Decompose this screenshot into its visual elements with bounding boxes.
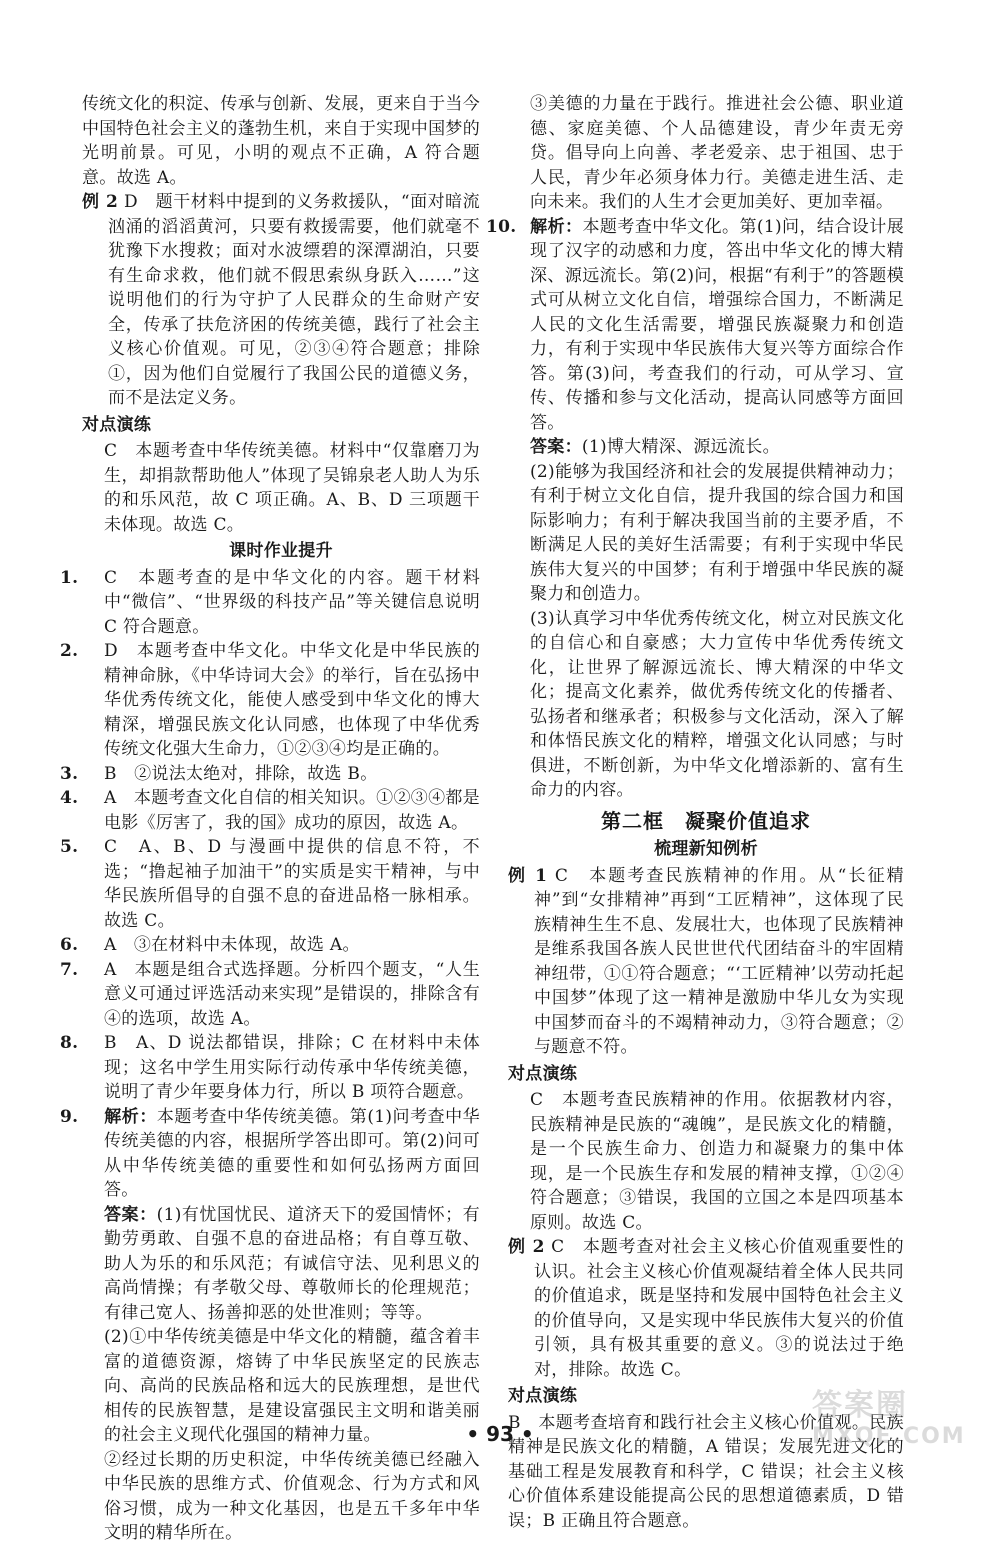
item-number: 10.	[486, 216, 517, 237]
item-number: 1.	[60, 567, 79, 588]
answer-item-8	[60, 1031, 480, 1105]
item-text: B ②说法太绝对，排除，故选 B。	[104, 763, 378, 784]
right-continuation-paragraph: ③美德的力量在于践行。推进社会公德、职业道德、家庭美德、个人品德建设，青少年责无旁贷。倡导向上向善、孝老爱亲、忠于祖国、忠于人民，青少年必须身体力行。美德走进生活、走向未来。我们的人生才会更加美好、更加幸福。	[530, 94, 904, 212]
watermark-bottom-text: MXQE.COM	[812, 1424, 966, 1449]
analysis-label: 解析：	[530, 216, 583, 237]
item-text: C 本题考查的是中华文化的内容。题干材料中“微信”、“世界级的科技产品”等关键信息说明 C 符合题意。	[104, 567, 480, 637]
left-example-2	[82, 190, 480, 411]
answer-text: (1)有忧国忧民、道济天下的爱国情怀；有勤劳勇敢、自强不息的奋进品格；有自尊互敬、助人为乐的和乐风范；有诚信守法、见利思义的高尚情操；有孝敬父母、尊敬师长的伦理规范；有律己宽人、扬善抑恶的处世准则；等等。	[104, 1204, 480, 1323]
right-example-1	[508, 864, 904, 1060]
answer-item-6	[60, 933, 480, 958]
answer-10-part-1	[508, 435, 904, 460]
item-number: 9.	[60, 1106, 79, 1127]
answer-item-5	[60, 835, 480, 933]
analysis-text: 本题考查中华文化。第(1)问，结合设计展现了汉字的动感和力度，答出中华文化的博大精深、源远流长。第(2)问，根据“有利于”的答题模式可从树立文化自信，增强综合国力，不断满足人民的文化生活需要，增强民族凝聚力和创造力，有利于实现中华民族伟大复兴等方面综合作答。第(3)问，考查我们的行动，可从学习、宣传、传播和参与文化活动，提高认同感等方面回答。	[530, 216, 904, 433]
item-text: A 本题考查文化自信的相关知识。①②③④都是电影《厉害了，我的国》成功的原因，故选 A。	[104, 788, 480, 833]
item-number: 3.	[60, 763, 79, 784]
example-text: D 题干材料中提到的义务救援队，“面对暗流汹涌的滔滔黄河，只要有救援需要，他们就毫不犹豫下水搜救；面对水波缥碧的深潭湖泊，只要有生命求救，他们就不假思索纵身跃入……”这说明他们的行为守护了人民群众的生命财产安全，传承了扶危济困的传统美德，践行了社会主义核心价值观。可见，②③④符合题意；排除①，因为他们自觉履行了我国公民的道德义务，而不是法定义务。	[108, 192, 480, 408]
item-number: 7.	[60, 959, 79, 980]
answer-item-7	[60, 958, 480, 1032]
example-text: C 本题考查对社会主义核心价值观重要性的认识。社会主义核心价值观凝结着全体人民共同的价值追求，既是坚持和发展中国特色社会主义的价值导向，又是实现中华民族伟大复兴的价值引领，具有极其重要的意义。③的说法过于绝对，排除。故选 C。	[534, 1237, 904, 1380]
left-column	[60, 92, 480, 1546]
answer-10-part-3: (3)认真学习中华优秀传统文化，树立对民族文化的自信心和自豪感；大力宣传中华优秀传统文化，让世界了解源远流长、博大精深的中华文化；提高文化素养，做优秀传统文化的传播者、弘扬者和继承者；积极参与文化活动，深入了解和体悟民族文化的精粹，增强文化认同感；与时俱进，不断创新，为中华文化增添新的、富有生命力的内容。	[530, 608, 904, 800]
section-title: 第二框 凝聚价值追求	[601, 808, 811, 833]
analysis-label: 解析：	[104, 1106, 157, 1127]
drill-heading: 对点演练	[508, 1063, 578, 1084]
answer-item-9	[60, 1105, 480, 1203]
example-label: 例 2	[508, 1237, 545, 1257]
answer-label: 答案：	[104, 1204, 157, 1225]
analysis-text: 本题考查中华传统美德。第(1)问考查中华传统美德的内容，根据所学答出即可。第(2)问可从中华传统美德的重要性和如何弘扬两方面回答。	[104, 1106, 480, 1200]
sub-heading: 梳理新知例析	[654, 839, 758, 859]
drill-text: B 本题考查培育和践行社会主义核心价值观。民族精神是民族文化的精髓，A 错误；发展先进文化的基础工程是发展教育和科学，C 错误；社会主义核心价值体系建设能提高公民的思想道德素质，D 错误；B 正确且符合题意。	[508, 1412, 904, 1531]
page-number: • 93 •	[466, 1422, 534, 1446]
item-number: 4.	[60, 788, 79, 808]
answer-item-1	[60, 566, 480, 640]
item-text: C A、B、D 与漫画中提供的信息不符，不选；“撸起袖子加油干”的实质是实干精神，与中华民族所倡导的自强不息的奋进品格一脉相承。故选 C。	[104, 837, 480, 931]
item-number: 6.	[60, 935, 79, 955]
item-text: A ③在材料中未体现，故选 A。	[104, 935, 360, 955]
example-text: C 本题考查民族精神的作用。从“长征精神”到“女排精神”再到“工匠精神”，这体现了民族精神生生不息、发展壮大，也体现了民族精神是维系我国各族人民世世代代团结奋斗的牢固精神纽带，①①符合题意；“‘工匠精神’以劳动托起中国梦”体现了这一精神是激励中华儿女为实现中国梦而奋斗的不竭精神动力，③符合题意；②与题意不符。	[534, 865, 904, 1057]
watermark-top-text: 答案圈	[812, 1388, 908, 1423]
item-number: 2.	[60, 641, 79, 661]
example-label: 例 2	[82, 192, 119, 212]
drill-heading: 对点演练	[82, 414, 152, 435]
watermark-logo	[812, 1380, 992, 1460]
answer-10-part-2: (2)能够为我国经济和社会的发展提供精神动力；有利于树立文化自信，提升我国的综合国力和国际影响力；有利于解决我国当前的主要矛盾，不断满足人民的美好生活需要；有利于实现中华民族伟大复兴的中国梦；有利于增强中华民族的凝聚力和创造力。	[530, 461, 904, 604]
answer-text: (1)博大精深、源远流长。	[581, 437, 780, 457]
answer-label: 答案：	[530, 437, 582, 457]
item-text: A 本题是组合式选择题。分析四个题支，“人生意义可通过评选活动来实现”是错误的，排除含有④的选项，故选 A。	[104, 959, 480, 1029]
left-continuation-paragraph: 传统文化的积淀、传承与创新、发展，更来自于当今中国特色社会主义的蓬勃生机，来自于实现中国梦的光明前景。可见，小明的观点不正确，A 符合题意。故选 A。	[82, 94, 480, 188]
item-text: D 本题考查中华文化。中华文化是中华民族的精神命脉，《中华诗词大会》的举行，旨在弘扬中华优秀传统文化，能使人感受到中华文化的博大精深，增强民族文化认同感，也体现了中华优秀传统文化强大生命力，①②③④均是正确的。	[104, 641, 480, 759]
drill-heading: 对点演练	[508, 1386, 578, 1406]
answer-item-4	[60, 786, 480, 835]
example-label: 例 1	[508, 865, 548, 886]
item-number: 5.	[60, 837, 79, 857]
answer-9-part-1	[82, 1203, 480, 1326]
item-number: 8.	[60, 1033, 79, 1053]
drill-text: C 本题考查民族精神的作用。依据教材内容，民族精神是民族的“魂魄”，是民族文化的精髓，是一个民族生命力、创造力和凝聚力的集中体现，是一个民族生存和发展的精神支撑，①②④符合题意；③错误，我国的立国之本是四项基本原则。故选 C。	[530, 1090, 904, 1233]
answer-item-2	[60, 639, 480, 762]
answer-9-part-3: ②经过长期的历史积淀，中华传统美德已经融入中华民族的思维方式、价值观念、行为方式和风俗习惯，成为一种文化基因，也是五千多年中华文明的精华所在。	[104, 1449, 480, 1543]
right-example-2	[508, 1235, 904, 1382]
item-text: B A、D 说法都错误，排除；C 在材料中未体现；这名中学生用实际行动传承中华传统美德，说明了青少年要身体力行，所以 B 项符合题意。	[104, 1033, 480, 1102]
answer-item-10	[486, 215, 904, 436]
drill-text: C 本题考查中华传统美德。材料中“仅靠磨刀为生，却捐款帮助他人”体现了吴锦泉老人助人为乐的和乐风范，故 C 项正确。A、B、D 三项题干未体现。故选 C。	[104, 441, 480, 535]
answer-item-3	[60, 762, 480, 787]
answer-9-part-2: (2)①中华传统美德是中华文化的精髓，蕴含着丰富的道德资源，熔铸了中华民族坚定的民族志向、高尚的民族品格和远大的民族理想，是世代相传的民族智慧，是建设富强民主文明和谐美丽的社会主义现代化强国的精神力量。	[104, 1327, 480, 1445]
homework-heading: 课时作业提升	[229, 541, 333, 561]
